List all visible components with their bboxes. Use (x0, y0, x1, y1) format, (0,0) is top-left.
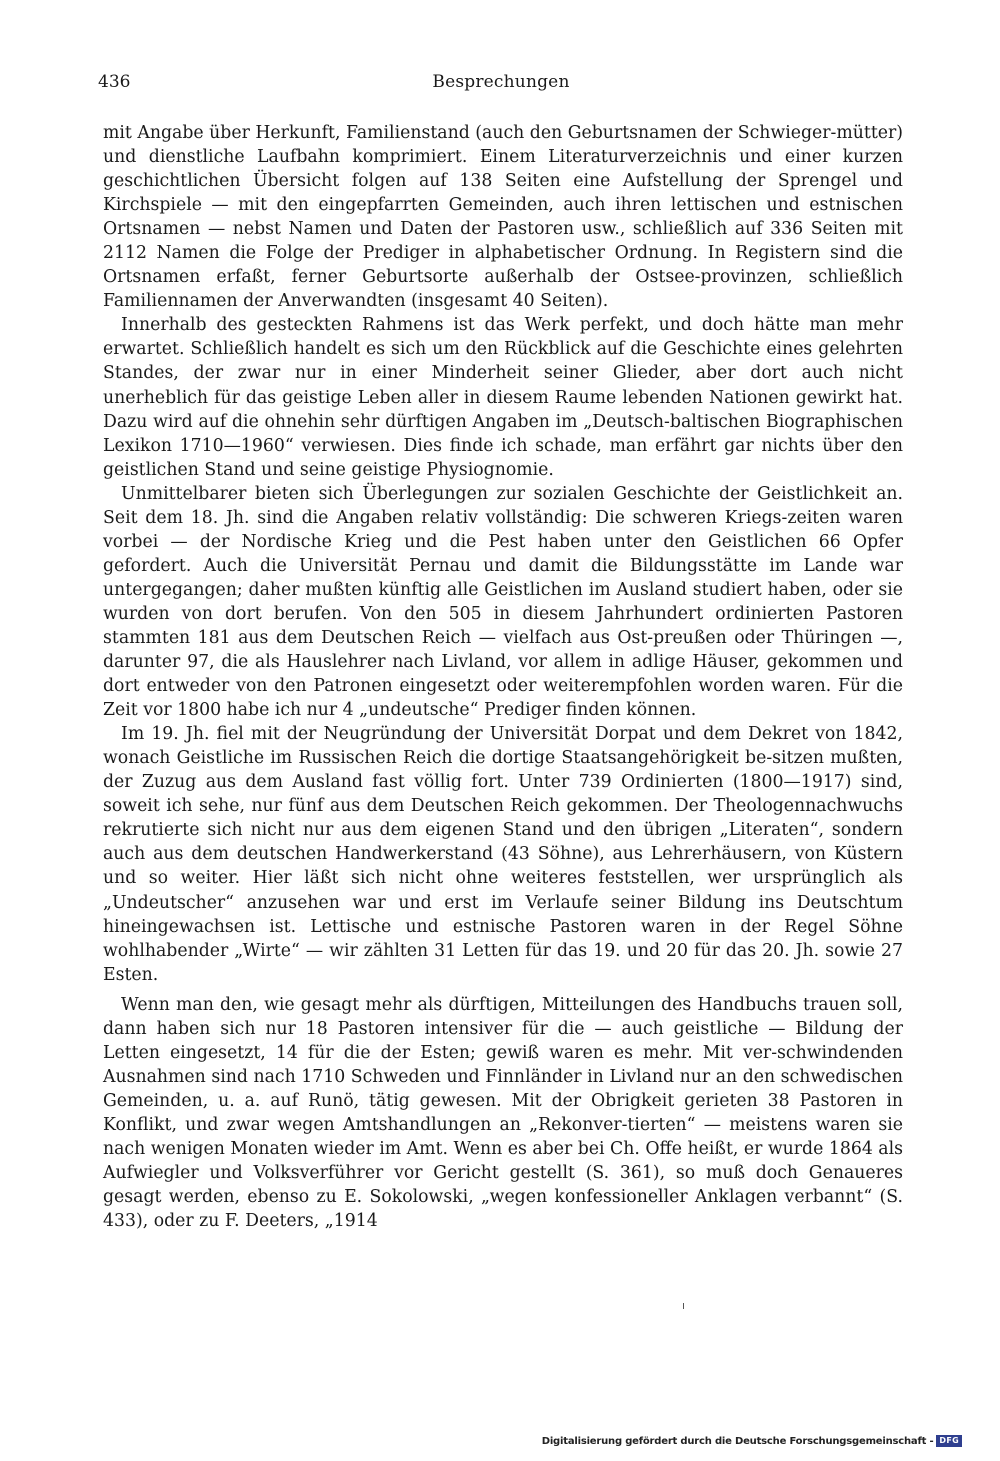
scan-artifact-mark (683, 1303, 684, 1309)
running-title: Besprechungen (432, 72, 570, 92)
paragraph-4: Im 19. Jh. fiel mit der Neugründung der Universität Dorpat und dem Dekret von 1842, wonach Geistliche im Russischen Reich die dortige Staatsangehörigkeit be-sitzen mußten, der Zuzug aus dem Ausland fast völlig fort. Unter 739 Ordinierten (1800—1917) sind, soweit ich sehe, nur fünf aus dem Deutschen Reich gekommen. Der Theologennachwuchs rekrutierte sich nicht nur aus dem eigenen Stand und den übrigen „Literaten“, sondern auch aus dem deutschen Handwerkerstand (43 Söhne), aus Lehrerhäusern, von Küstern und so weiter. Hier läßt sich nicht ohne weiteres feststellen, wer ursprünglich als „Undeutscher“ anzusehen war und erst im Verlaufe seiner Bildung ins Deutschtum hineingewachsen ist. Lettische und estnische Pastoren waren in der Regel Söhne wohlhabender „Wirte“ — wir zählten 31 Letten für das 19. und 20 für das 20. Jh. sowie 27 Esten. (103, 724, 903, 985)
paragraph-3: Unmittelbarer bieten sich Überlegungen zur sozialen Geschichte der Geistlichkeit an. Seit dem 18. Jh. sind die Angaben relativ vollständig: Die schweren Kriegs-zeiten waren vorbei — der Nordische Krieg und die Pest haben unter den Geistlichen 66 Opfer gefordert. Auch die Universität Pernau und damit die Bildungsstätte im Lande war untergegangen; daher mußten künftig alle Geistlichen im Ausland studiert haben, oder sie wurden von dort berufen. Von den 505 in diesem Jahrhundert ordinierten Pastoren stammten 181 aus dem Deutschen Reich — vielfach aus Ost-preußen oder Thüringen —, darunter 97, die als Hauslehrer nach Livland, vor allem in adlige Häuser, gekommen und dort entweder von den Patronen eingesetzt oder weiterempfohlen worden waren. Für die Zeit vor 1800 habe ich nur 4 „undeutsche“ Prediger finden können. (103, 483, 903, 721)
running-head (98, 72, 904, 100)
digitization-credit (542, 1435, 962, 1447)
dfg-logo: DFG (936, 1435, 962, 1447)
credit-text: Digitalisierung gefördert durch die Deutsche Forschungsgemeinschaft - (541, 1435, 934, 1447)
review-body (103, 121, 903, 1233)
page-number: 436 (98, 72, 131, 92)
paragraph-1: mit Angabe über Herkunft, Familienstand (auch den Geburtsnamen der Schwieger-mütter) und dienstliche Laufbahn komprimiert. Einem Literaturverzeichnis und einer kurzen geschichtlichen Übersicht folgen auf 138 Seiten eine Aufstellung der Sprengel und Kirchspiele — mit den eingepfarrten Gemeinden, auch ihren lettischen und estnischen Ortsnamen — nebst Namen und Daten der Pastoren usw., schließlich auf 336 Seiten mit 2112 Namen die Folge der Prediger in alphabetischer Ordnung. In Registern sind die Ortsnamen erfaßt, ferner Geburtsorte außerhalb der Ostsee-provinzen, schließlich Familiennamen der Anverwandten (insgesamt 40 Seiten). (103, 123, 903, 312)
paragraph-2: Innerhalb des gesteckten Rahmens ist das Werk perfekt, und doch hätte man mehr erwartet. Schließlich handelt es sich um den Rückblick auf die Geschichte eines gelehrten Standes, der zwar nur in einer Minderheit seiner Glieder, aber dort auch nicht unerheblich für das geistige Leben aller in diesem Raume lebenden Nationen gewirkt hat. Dazu wird auf die ohnehin sehr dürftigen Angaben im „Deutsch-baltischen Biographischen Lexikon 1710—1960“ verwiesen. Dies finde ich schade, man erfährt gar nichts über den geistlichen Stand und seine geistige Physiognomie. (103, 315, 903, 480)
paragraph-5: Wenn man den, wie gesagt mehr als dürftigen, Mitteilungen des Handbuchs trauen soll, dann haben sich nur 18 Pastoren intensiver für die — auch geistliche — Bildung der Letten eingesetzt, 14 für die der Esten; gewiß waren es mehr. Mit ver-schwindenden Ausnahmen sind nach 1710 Schweden und Finnländer in Livland nur an den schwedischen Gemeinden, u. a. auf Runö, tätig gewesen. Mit der Obrigkeit gerieten 38 Pastoren in Konflikt, und zwar wegen Amtshandlungen an „Rekonver-tierten“ — meistens waren sie nach wenigen Monaten wieder im Amt. Wenn es aber bei Ch. Offe heißt, er wurde 1864 als Aufwiegler und Volksverführer vor Gericht gestellt (S. 361), so muß doch Genaueres gesagt werden, ebenso zu E. Sokolowski, „wegen konfessioneller Anklagen verbannt“ (S. 433), oder zu F. Deeters, „1914 (103, 994, 903, 1232)
